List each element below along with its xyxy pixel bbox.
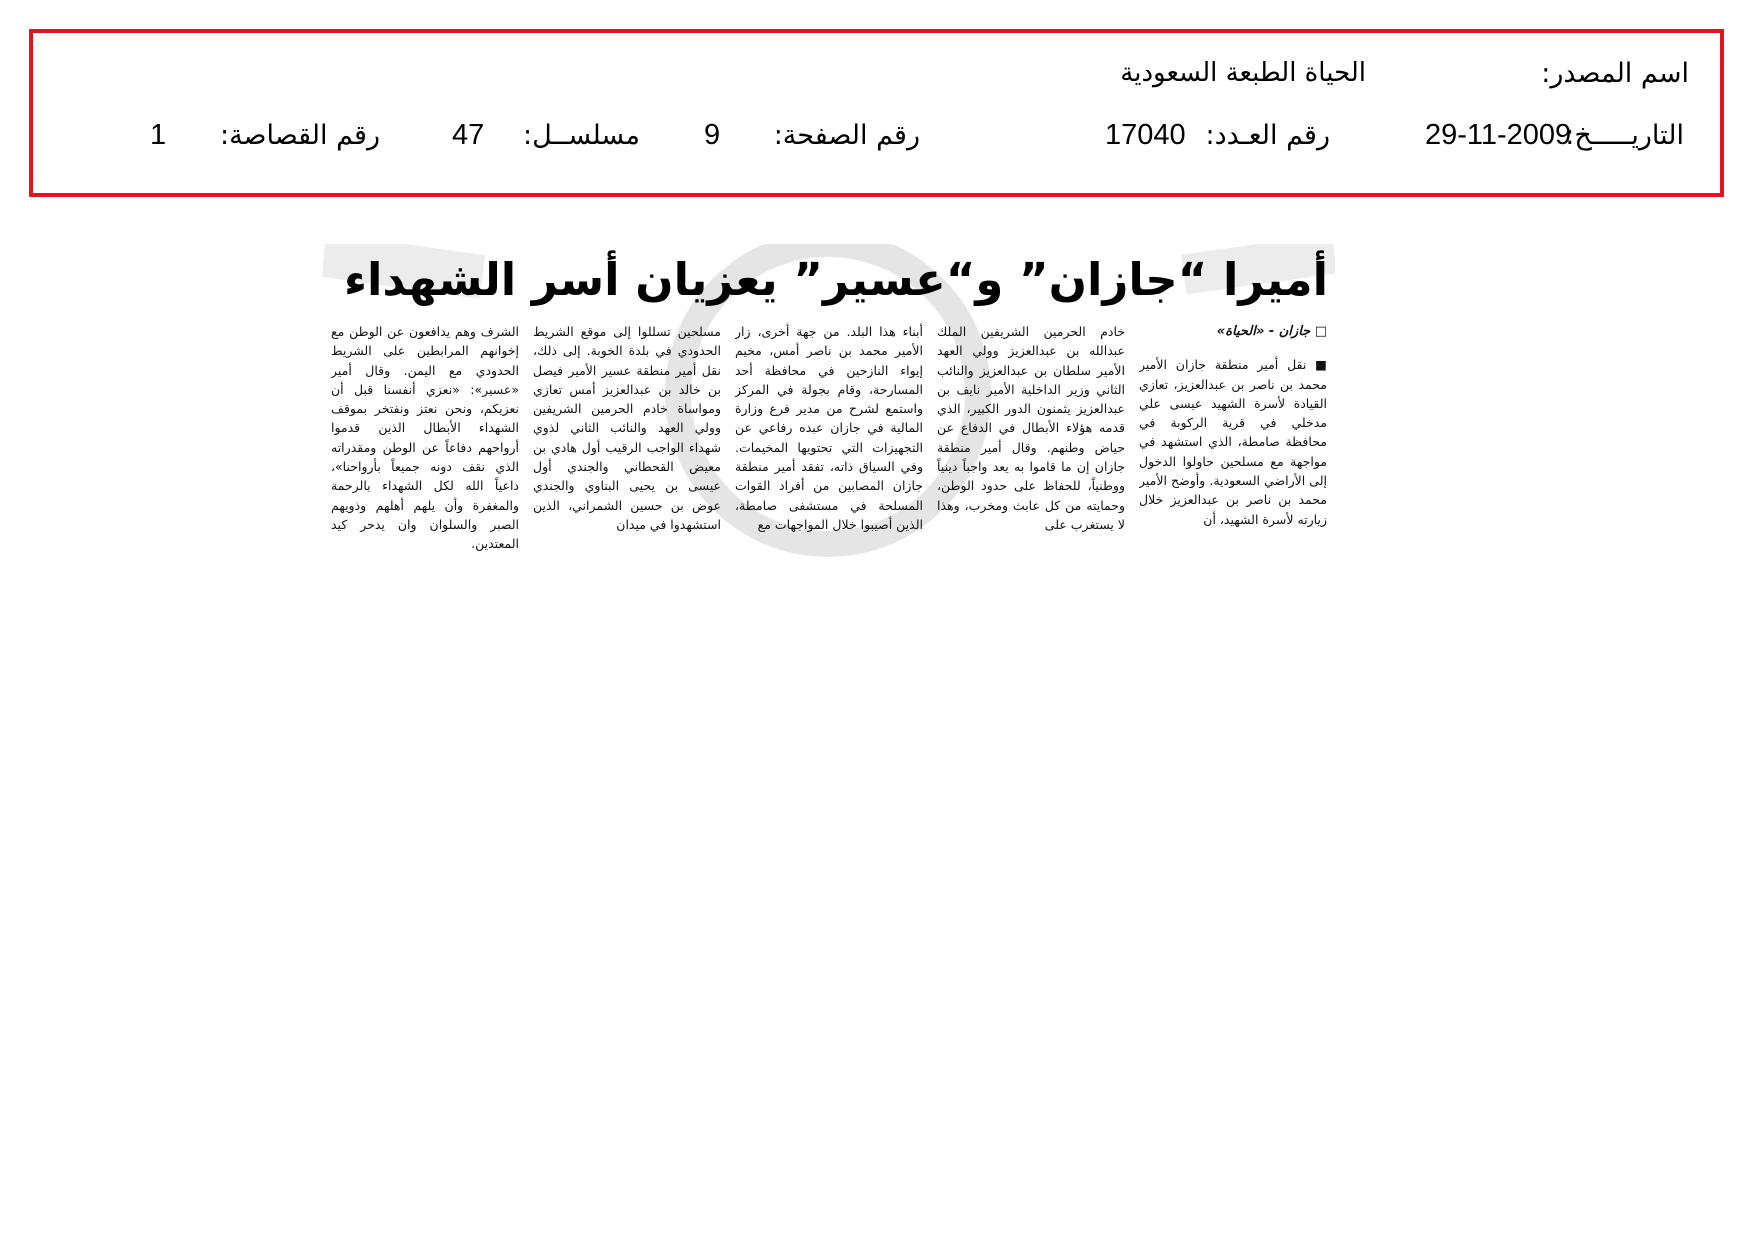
source-info-frame — [29, 29, 1724, 197]
clip-number-value: 1 — [150, 119, 167, 151]
article-column-4-text: مسلحين تسللوا إلى موقع الشريط الحدودي في بلدة الخوبة. إلى ذلك، نقل أمير منطقة عسير الأمير فيصل بن خالد بن عبدالعزيز أمس تعازي ومواساة خادم الحرمين الشريفين وولي العهد والنائب الثاني لذوي شهداء الواجب الرقيب أول هادي بن معيض القحطاني والجندي أول عيسى بن يحيى البناوي والجندي عوض بن حسين الشمراني، الذين استشهدوا في ميدان — [533, 324, 721, 532]
article-column-3 — [735, 322, 923, 607]
source-value: الحياة الطبعة السعودية — [1120, 58, 1366, 88]
article-headline: أميرا “جازان” و“عسير” يعزيان أسر الشهداء — [343, 253, 1329, 306]
article-column-5-text: الشرف وهم يدافعون عن الوطن مع إخوانهم المرابطين على الشريط الحدودي مع اليمن. وقال أمير «عسير»: «نعزي أنفسنا قبل أن نعزيكم، ونحن نعتز ونفتخر بموقف الشهداء الأبطال الذين قدموا أرواحهم دفاعاً عن الوطن ومقدراته الذي نقف دونه جميعاً بأرواحنا»، داعياً الله لكل الشهداء بالرحمة والمغفرة وأن يلهم أهلهم وذويهم الصبر والسلوان وان يدحر كيد المعتدين. — [331, 324, 519, 552]
article-column-1-text: ■ نقل أمير منطقة جازان الأمير محمد بن ناصر بن عبدالعزيز، تعازي القيادة لأسرة الشهيد عيسى علي مدخلي في قرية الركوبة في محافظة صامطة، الذي استشهد في مواجهة مع مسلحين حاولوا الدخول إلى الأراضي السعودية. وأوضح الأمير محمد بن ناصر بن عبدالعزيز خلال زيارته لأسرة الشهيد، أن — [1139, 357, 1327, 527]
issue-number-value: 17040 — [1105, 119, 1186, 151]
source-label: اسم المصدر: — [1541, 58, 1689, 89]
article-column-5 — [331, 322, 519, 607]
page-number-value: 9 — [704, 119, 721, 151]
newspaper-clipping — [323, 244, 1335, 608]
date-label: التاريـــــخ: — [1565, 120, 1684, 151]
article-column-2-text: خادم الحرمين الشريفين الملك عبدالله بن عبدالعزيز وولي العهد الأمير سلطان بن عبدالعزيز والنائب الثاني وزير الداخلية الأمير نايف بن عبدالعزيز يثمنون الدور الكبير، الذي قدمه هؤلاء الأبطال في الدفاع عن حياض وطنهم. وقال أمير منطقة جازان إن ما قاموا به يعد واجباً دينياً ووطنياً، للحفاظ على حدود الوطن، وحمايته من كل عابث ومخرب، وهذا لا يستغرب على — [937, 324, 1125, 532]
date-value: 29-11-2009 — [1425, 119, 1572, 151]
clip-number-label: رقم القصاصة: — [219, 120, 380, 151]
article-column-2 — [937, 322, 1125, 607]
article-column-3-text: أبناء هذا البلد. من جهة أخرى، زار الأمير محمد بن ناصر أمس، مخيم إيواء النازحين في محافظة أحد المسارحة، وقام بجولة في المركز واستمع لشرح من مدير فرع وزارة المالية في جازان عبده رفاعي عن التجهيزات التي تحتويها المخيمات. وفي السياق ذاته، تفقد أمير منطقة جازان المصابين من أفراد القوات المسلحة في مستشفى صامطة، الذين أصيبوا خلال المواجهات مع — [735, 324, 923, 532]
article-dateline: □ جازان - «الحياة» — [1216, 324, 1327, 339]
article-column-4 — [533, 322, 721, 607]
issue-number-label: رقم العـدد: — [1205, 120, 1330, 151]
page-number-label: رقم الصفحة: — [773, 120, 920, 151]
article-column-1 — [1139, 322, 1327, 607]
serial-value: 47 — [452, 119, 485, 151]
serial-label: مسلســل: — [523, 120, 640, 151]
